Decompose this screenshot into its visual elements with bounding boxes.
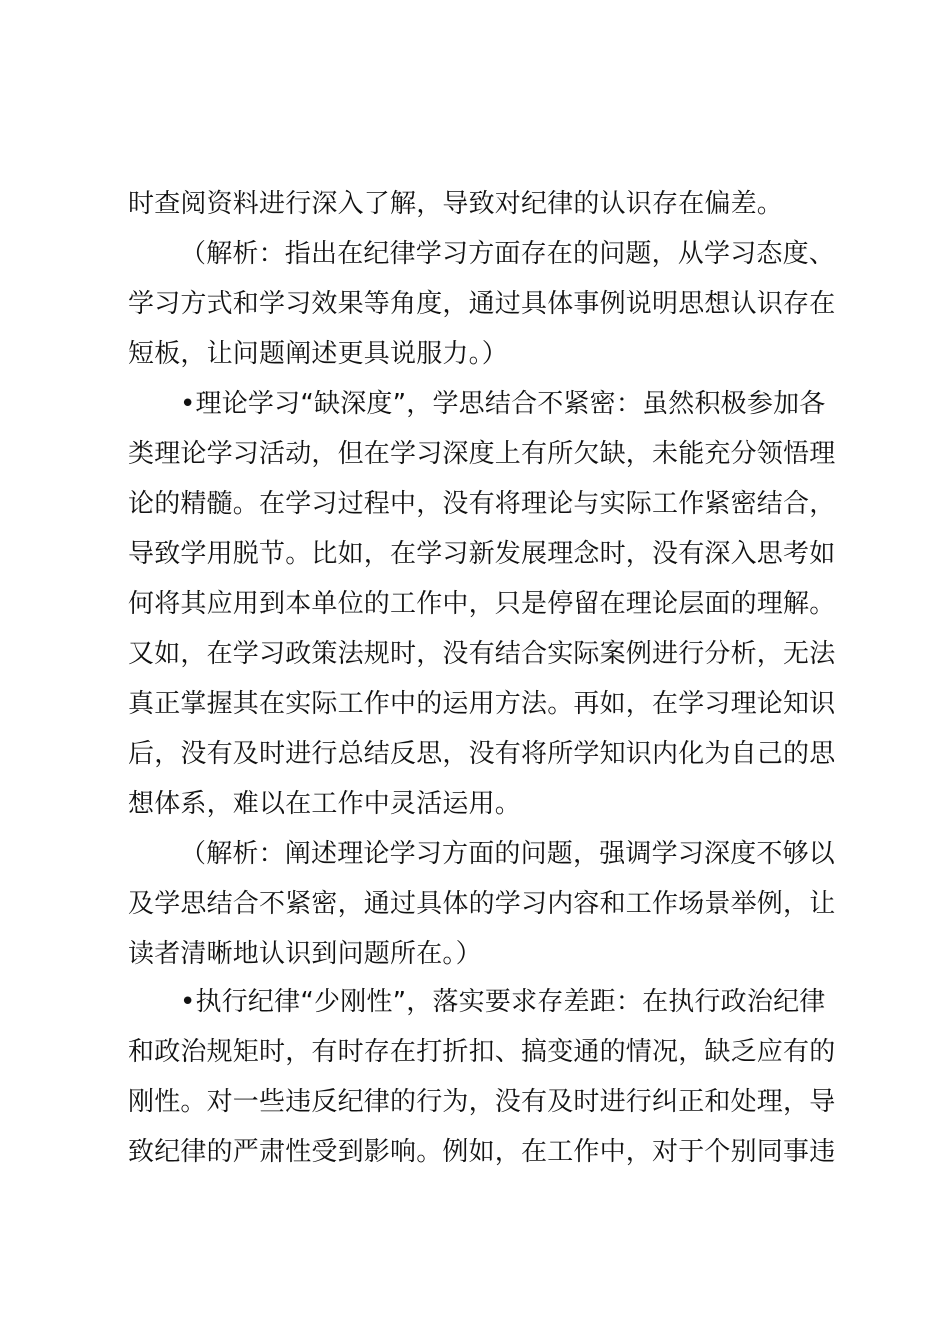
text-line: 导致学用脱节。比如，在学习新发展理念时，没有深入思考如 (128, 539, 836, 569)
text-line: 类理论学习活动，但在学习深度上有所欠缺，未能充分领悟理 (128, 439, 836, 469)
text-line: 短板，让问题阐述更具说服力。） (128, 339, 509, 369)
text-line: 真正掌握其在实际工作中的运用方法。再如，在学习理论知识 (128, 689, 836, 719)
text-line: 何将其应用到本单位的工作中，只是停留在理论层面的理解。 (128, 589, 836, 619)
text-line: 致纪律的严肃性受到影响。例如，在工作中，对于个别同事违 (128, 1137, 836, 1167)
text-line: （解析：指出在纪律学习方面存在的问题，从学习态度、 (180, 239, 836, 269)
text-line: （解析：阐述理论学习方面的问题，强调学习深度不够以 (180, 839, 836, 869)
text-line: 又如，在学习政策法规时，没有结合实际案例进行分析，无法 (128, 639, 836, 669)
text-line: •理论学习“缺深度”，学思结合不紧密：虽然积极参加各 (180, 389, 826, 419)
text-line: 学习方式和学习效果等角度，通过具体事例说明思想认识存在 (128, 289, 836, 319)
text-line: 及学思结合不紧密，通过具体的学习内容和工作场景举例，让 (128, 889, 836, 919)
text-line: 论的精髓。在学习过程中，没有将理论与实际工作紧密结合， (128, 489, 836, 519)
text-line: 想体系，难以在工作中灵活运用。 (128, 789, 522, 819)
text-line: 读者清晰地认识到问题所在。） (128, 939, 482, 969)
text-line: 刚性。对一些违反纪律的行为，没有及时进行纠正和处理，导 (128, 1087, 836, 1117)
text-line: •执行纪律“少刚性”，落实要求存差距：在执行政治纪律 (180, 987, 826, 1017)
text-line: 时查阅资料进行深入了解，导致对纪律的认识存在偏差。 (128, 189, 784, 219)
text-line: 后，没有及时进行总结反思，没有将所学知识内化为自己的思 (128, 739, 836, 769)
text-line: 和政治规矩时，有时存在打折扣、搞变通的情况，缺乏应有的 (128, 1037, 836, 1067)
